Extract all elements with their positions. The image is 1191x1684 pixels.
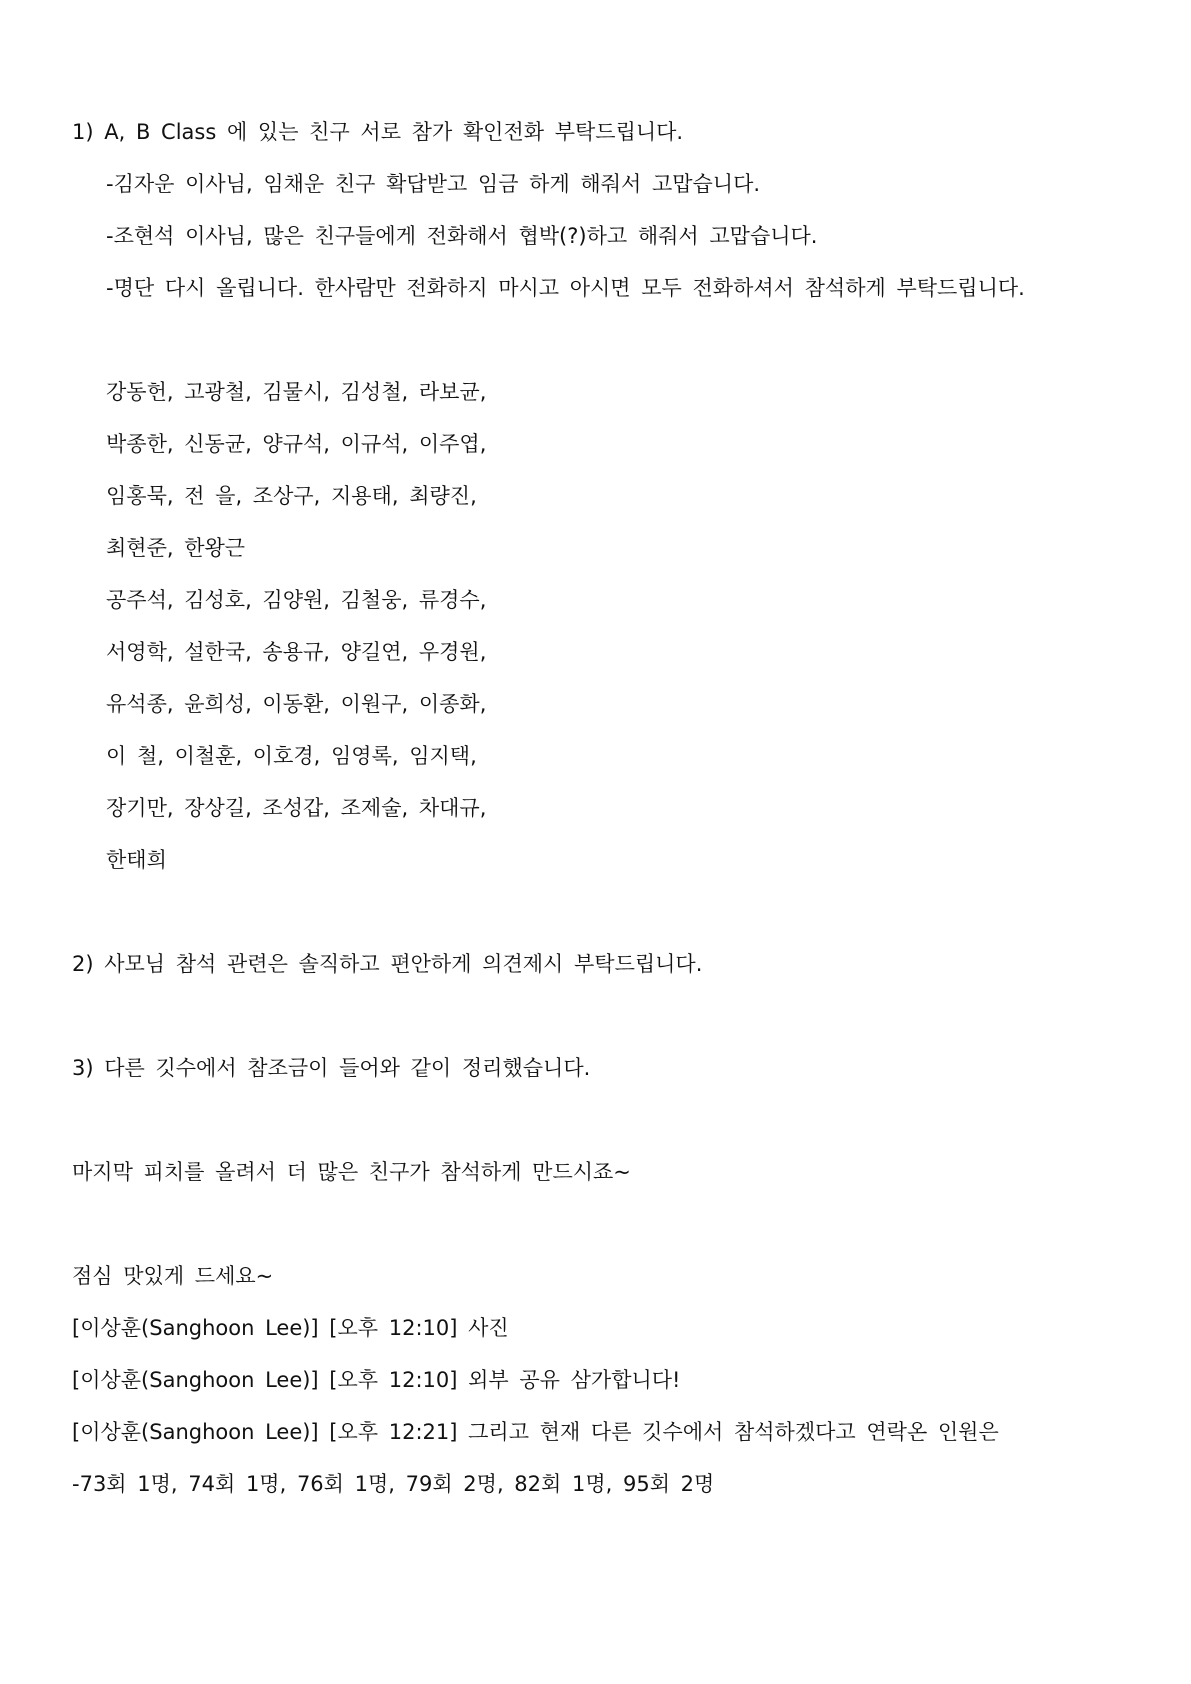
name-list-line: 유석종, 윤희성, 이동환, 이원구, 이종화,	[106, 692, 487, 716]
name-list-line: 임홍묵, 전 을, 조상구, 지용태, 최량진,	[106, 484, 477, 508]
chat-message: [이상훈(Sanghoon Lee)] [오후 12:10] 외부 공유 삼가합니다!	[72, 1368, 681, 1392]
name-list-line: 서영학, 설한국, 송용규, 양길연, 우경원,	[106, 640, 487, 664]
closing-text: 마지막 피치를 올려서 더 많은 친구가 참석하게 만드시죠~	[72, 1160, 631, 1184]
section3-text: 3) 다른 깃수에서 참조금이 들어와 같이 정리했습니다.	[72, 1056, 591, 1080]
chat-message: [이상훈(Sanghoon Lee)] [오후 12:10] 사진	[72, 1316, 509, 1340]
name-list-line: 공주석, 김성호, 김양원, 김철웅, 류경수,	[106, 588, 487, 612]
name-list-line: 장기만, 장상길, 조성갑, 조제술, 차대규,	[106, 796, 487, 820]
name-list-line: 최현준, 한왕근	[106, 536, 246, 560]
note-line: -명단 다시 올립니다. 한사람만 전화하지 마시고 아시면 모두 전화하셔서 참석하게 부탁드립니다.	[106, 276, 1025, 300]
note-line: -김자운 이사님, 임채운 친구 확답받고 임금 하게 해줘서 고맙습니다.	[106, 172, 761, 196]
note-line: -조현석 이사님, 많은 친구들에게 전화해서 협박(?)하고 해줘서 고맙습니다.	[106, 224, 818, 248]
section1-heading: 1) A, B Class 에 있는 친구 서로 참가 확인전화 부탁드립니다.	[72, 120, 684, 144]
attendance-text: -73회 1명, 74회 1명, 76회 1명, 79회 2명, 82회 1명, 95회 2명	[72, 1472, 715, 1496]
name-list-line: 이 철, 이철훈, 이호경, 임영록, 임지택,	[106, 744, 477, 768]
lunch-text: 점심 맛있게 드세요~	[72, 1264, 274, 1288]
chat-message: [이상훈(Sanghoon Lee)] [오후 12:21] 그리고 현재 다른 깃수에서 참석하겠다고 연락온 인원은	[72, 1420, 999, 1444]
name-list-line: 한태희	[106, 848, 167, 872]
section2-text: 2) 사모님 참석 관련은 솔직하고 편안하게 의견제시 부탁드립니다.	[72, 952, 703, 976]
name-list-line: 박종한, 신동균, 양규석, 이규석, 이주엽,	[106, 432, 487, 456]
name-list-line: 강동헌, 고광철, 김물시, 김성철, 라보균,	[106, 380, 487, 404]
